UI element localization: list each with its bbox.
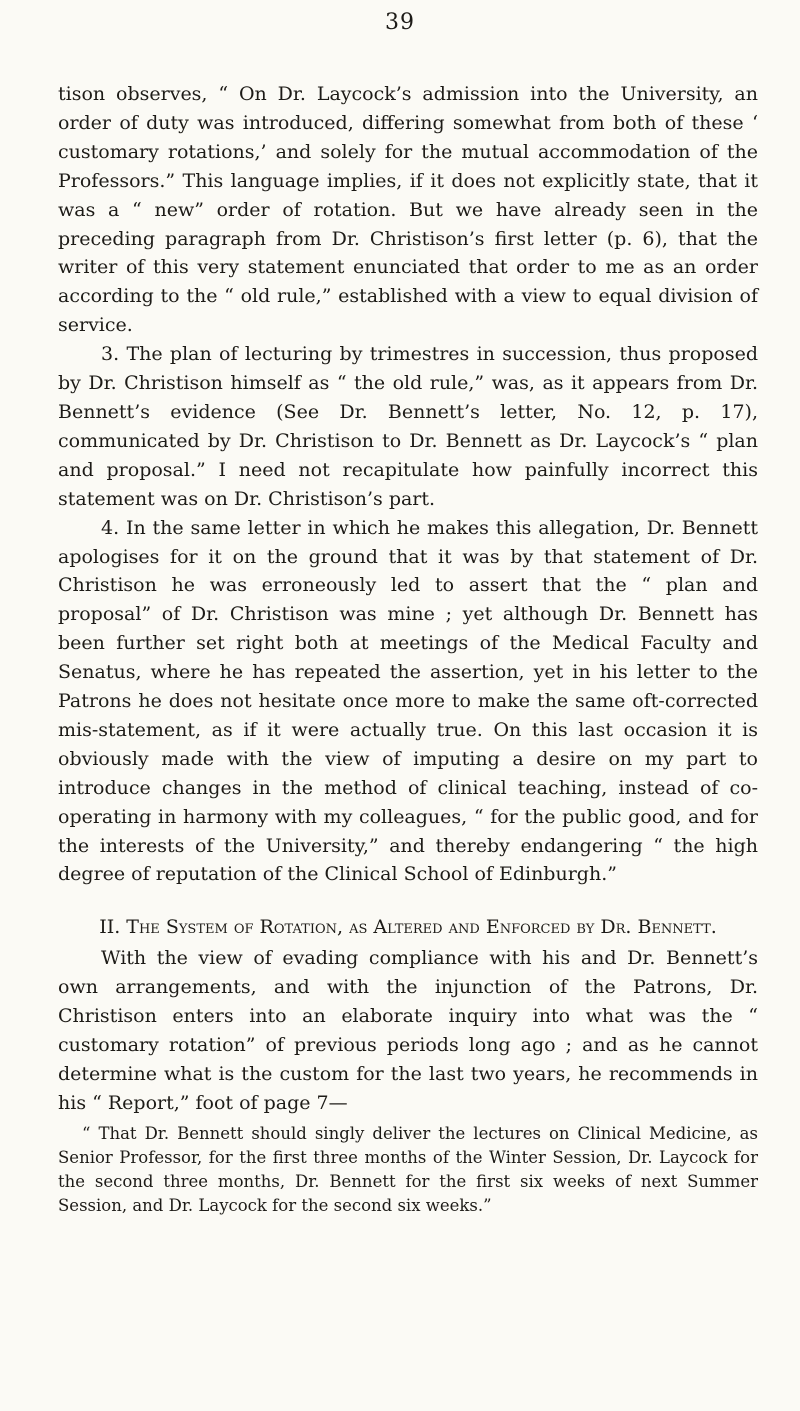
block-quote: “ That Dr. Bennett should singly deliver the lectures on Clinical Medicine, as Senior Professor, for the first three months of the Winter Session, Dr. Laycock for the second three months, Dr. Bennett for the first six weeks of next Summer Session, and Dr. Laycock for the second six weeks.”	[58, 1123, 758, 1215]
paragraph-section-2: With the view of evading compliance with his and Dr. Bennett’s own arrangements, and with the injunction of the Patrons, Dr. Christison enters into an elaborate inquiry into what was the “ customary rotation” of previous periods long ago ; and as he cannot determine what is the custom for the last two years, he recommends in his “ Report,” foot of page 7—	[58, 947, 758, 1114]
paragraph-continued: tison observes, “ On Dr. Laycock’s admission into the University, an order of duty was introduced, differing somewhat from both of these ‘ customary rotations,’ and solely for the mutual accommodation of the Professors.” This language implies, if it does not explicitly state, that it was a “ new” order of rotation. But we have already seen in the preceding paragraph from Dr. Christison’s first letter (p. 6), that the writer of this very statement enunciated that order to me as an order according to the “ old rule,” established with a view to equal division of service.	[58, 83, 758, 337]
section-heading: II. The System of Rotation, as Altered and Enforced by Dr. Bennett.	[99, 916, 717, 939]
body-text	[58, 80, 758, 1218]
paragraph-3: 3. The plan of lecturing by trimestres in succession, thus proposed by Dr. Christison himself as “ the old rule,” was, as it appears from Dr. Bennett’s evidence (See Dr. Bennett’s letter, No. 12, p. 17), communicated by Dr. Christison to Dr. Bennett as Dr. Laycock’s “ plan and proposal.” I need not recapitulate how painfully incorrect this statement was on Dr. Christison’s part.	[58, 343, 758, 510]
paragraph-4: 4. In the same letter in which he makes this allegation, Dr. Bennett apologises for it on the ground that it was by that statement of Dr. Christison he was erroneously led to assert that the “ plan and proposal” of Dr. Christison was mine ; yet although Dr. Bennett has been further set right both at meetings of the Medical Faculty and Senatus, where he has repeated the assertion, yet in his letter to the Patrons he does not hesitate once more to make the same oft-corrected mis-statement, as if it were actually true. On this last occasion it is obviously made with the view of imputing a desire on my part to introduce changes in the method of clinical teaching, instead of co-operating in harmony with my colleagues, “ for the public good, and for the interests of the University,” and thereby endangering “ the high degree of reputation of the Clinical School of Edinburgh.”	[58, 516, 758, 886]
page-number: 39	[385, 10, 415, 35]
